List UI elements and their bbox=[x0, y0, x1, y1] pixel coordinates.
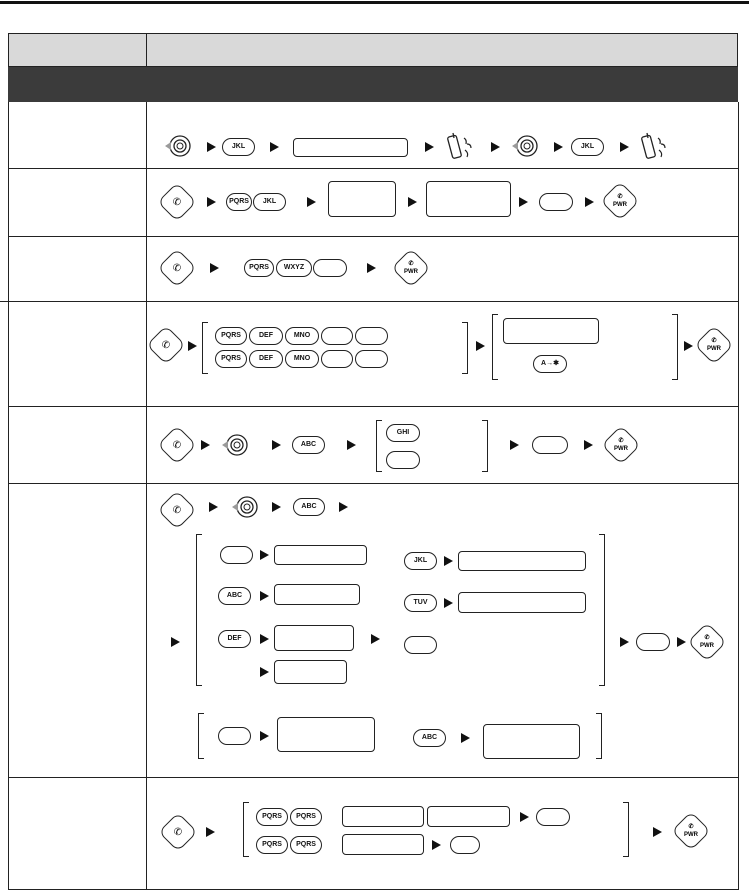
arrow-icon bbox=[510, 440, 519, 450]
arrow-icon bbox=[584, 440, 593, 450]
talk-button-icon: ✆ bbox=[157, 248, 197, 288]
power-button-icon: ✆ PWR bbox=[671, 811, 711, 851]
table-bottom-border bbox=[8, 889, 739, 890]
arrow-icon bbox=[307, 197, 316, 207]
row-separator bbox=[8, 483, 739, 484]
navigator-left-icon bbox=[512, 133, 538, 159]
display-box bbox=[328, 181, 396, 217]
bracket-right bbox=[672, 314, 678, 380]
key-blank bbox=[355, 327, 388, 345]
key-pqrs: PQRS bbox=[226, 193, 252, 211]
display-box bbox=[458, 592, 586, 613]
display-box bbox=[483, 724, 580, 759]
display-box bbox=[342, 834, 424, 855]
arrow-icon bbox=[371, 634, 380, 644]
display-box bbox=[342, 806, 424, 827]
key-blank bbox=[539, 193, 573, 211]
section-bar bbox=[8, 67, 738, 102]
key-blank bbox=[321, 327, 353, 345]
key-abc: ABC bbox=[293, 498, 325, 516]
arrow-icon bbox=[260, 667, 269, 677]
display-box bbox=[293, 138, 408, 157]
key-abc: ABC bbox=[413, 729, 446, 747]
power-button-icon: ✆ PWR bbox=[391, 248, 431, 288]
arrow-icon bbox=[425, 142, 434, 152]
arrow-icon bbox=[491, 142, 500, 152]
key-blank bbox=[218, 727, 251, 745]
key-pqrs: PQRS bbox=[290, 836, 322, 854]
key-blank bbox=[636, 633, 670, 651]
arrow-icon bbox=[620, 637, 629, 647]
arrow-icon bbox=[260, 550, 269, 560]
key-ghi: GHI bbox=[386, 424, 420, 442]
arrow-icon bbox=[210, 263, 219, 273]
power-button-icon: ✆ PWR bbox=[687, 622, 727, 662]
arrow-icon bbox=[272, 440, 281, 450]
row-separator bbox=[8, 406, 739, 407]
key-def: DEF bbox=[249, 350, 283, 368]
handset-talk-icon bbox=[640, 130, 670, 162]
key-pqrs: PQRS bbox=[256, 836, 288, 854]
row-separator bbox=[8, 777, 739, 778]
key-blank bbox=[355, 350, 388, 368]
arrow-icon bbox=[188, 341, 197, 351]
talk-button-icon: ✆ bbox=[146, 325, 186, 365]
top-rule bbox=[0, 1, 749, 4]
key-blank bbox=[450, 836, 480, 854]
bracket-right bbox=[599, 534, 605, 686]
key-pqrs: PQRS bbox=[244, 259, 274, 277]
bracket-left bbox=[198, 713, 204, 759]
arrow-icon bbox=[207, 197, 216, 207]
bracket-right bbox=[462, 322, 468, 374]
header-divider bbox=[146, 33, 147, 67]
arrow-icon bbox=[677, 637, 686, 647]
arrow-icon bbox=[260, 731, 269, 741]
table-header bbox=[8, 33, 738, 67]
key-blank bbox=[386, 451, 420, 469]
talk-button-icon: ✆ bbox=[157, 425, 197, 465]
key-pqrs: PQRS bbox=[215, 327, 247, 345]
arrow-icon bbox=[209, 502, 218, 512]
key-blank bbox=[220, 546, 253, 564]
display-box bbox=[427, 806, 510, 827]
display-box bbox=[274, 625, 354, 651]
talk-button-icon: ✆ bbox=[157, 490, 197, 530]
key-wxyz: WXYZ bbox=[276, 259, 312, 277]
key-jkl: JKL bbox=[404, 552, 437, 570]
key-pqrs: PQRS bbox=[290, 808, 322, 826]
display-box bbox=[277, 717, 375, 752]
key-abc: ABC bbox=[292, 436, 325, 454]
key-mno: MNO bbox=[285, 350, 319, 368]
bracket-left bbox=[243, 802, 249, 857]
key-jkl: JKL bbox=[222, 138, 255, 156]
arrow-icon bbox=[272, 502, 281, 512]
arrow-icon bbox=[461, 733, 470, 743]
display-box bbox=[274, 545, 367, 565]
key-blank bbox=[536, 808, 570, 826]
arrow-icon bbox=[444, 556, 453, 566]
key-jkl: JKL bbox=[571, 138, 604, 156]
navigator-left-icon bbox=[222, 432, 248, 458]
arrow-icon bbox=[444, 598, 453, 608]
key-pqrs: PQRS bbox=[256, 808, 288, 826]
talk-button-icon: ✆ bbox=[157, 182, 197, 222]
bracket-left bbox=[492, 314, 498, 380]
arrow-icon bbox=[367, 263, 376, 273]
key-tuv: TUV bbox=[404, 594, 437, 612]
arrow-icon bbox=[585, 197, 594, 207]
key-def: DEF bbox=[249, 327, 283, 345]
arrow-icon bbox=[554, 142, 563, 152]
key-pqrs: PQRS bbox=[215, 350, 247, 368]
arrow-icon bbox=[432, 840, 441, 850]
handset-talk-icon bbox=[446, 130, 476, 162]
column-divider bbox=[146, 102, 147, 890]
bracket-right bbox=[596, 713, 602, 759]
display-box bbox=[274, 660, 347, 684]
key-mno: MNO bbox=[285, 327, 319, 345]
display-box bbox=[426, 181, 511, 217]
power-button-icon: ✆ PWR bbox=[601, 425, 641, 465]
bracket-left bbox=[196, 534, 202, 686]
power-button-icon: ✆ PWR bbox=[600, 181, 640, 221]
arrow-icon bbox=[339, 502, 348, 512]
bracket-left bbox=[202, 322, 208, 374]
display-box bbox=[458, 551, 586, 571]
arrow-icon bbox=[201, 440, 210, 450]
arrow-icon bbox=[620, 142, 629, 152]
arrow-icon bbox=[519, 197, 528, 207]
key-blank bbox=[313, 259, 347, 277]
row-separator bbox=[0, 301, 739, 302]
navigator-left-icon bbox=[165, 133, 191, 159]
arrow-icon bbox=[684, 341, 693, 351]
arrow-icon bbox=[476, 341, 485, 351]
key-jkl: JKL bbox=[253, 193, 286, 211]
bracket-left bbox=[376, 420, 382, 472]
power-button-icon: ✆ PWR bbox=[694, 325, 734, 365]
navigator-left-icon bbox=[232, 494, 258, 520]
arrow-icon bbox=[520, 812, 529, 822]
row-separator bbox=[8, 236, 739, 237]
bracket-right bbox=[482, 420, 488, 472]
arrow-icon bbox=[260, 591, 269, 601]
key-blank bbox=[321, 350, 353, 368]
arrow-icon bbox=[408, 197, 417, 207]
display-box bbox=[274, 584, 360, 605]
key-def: DEF bbox=[218, 630, 251, 648]
arrow-icon bbox=[171, 637, 180, 647]
bracket-right bbox=[623, 802, 629, 857]
arrow-icon bbox=[260, 634, 269, 644]
key-a-to-star: A→✱ bbox=[533, 355, 567, 373]
table-left-border bbox=[8, 102, 9, 890]
key-abc: ABC bbox=[218, 587, 251, 605]
arrow-icon bbox=[270, 142, 279, 152]
talk-button-icon: ✆ bbox=[158, 812, 198, 852]
arrow-icon bbox=[653, 827, 662, 837]
row-separator bbox=[8, 168, 739, 169]
arrow-icon bbox=[347, 440, 356, 450]
arrow-icon bbox=[206, 827, 215, 837]
key-blank bbox=[404, 636, 437, 654]
display-box bbox=[503, 318, 599, 344]
key-blank bbox=[532, 436, 568, 454]
arrow-icon bbox=[207, 142, 216, 152]
table-right-border bbox=[738, 102, 739, 890]
